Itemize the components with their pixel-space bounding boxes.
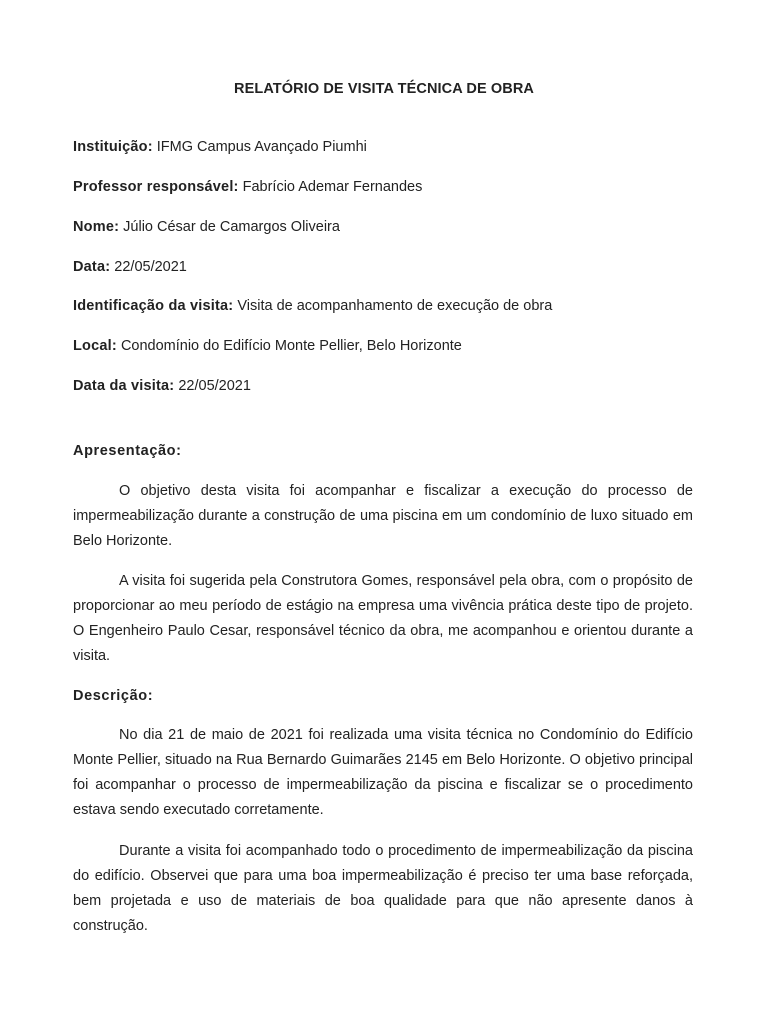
field-label: Data da visita:: [73, 378, 175, 394]
field-data: [73, 259, 187, 275]
field-nome: [73, 219, 340, 235]
section-heading-apresentacao: Apresentação:: [73, 443, 182, 459]
field-label: Local:: [73, 338, 117, 354]
field-data-visita: [73, 378, 251, 394]
field-label: Instituição:: [73, 139, 153, 155]
field-instituicao: [73, 139, 367, 155]
field-identificacao: [73, 298, 552, 314]
field-label: Identificação da visita:: [73, 298, 234, 314]
paragraph: A visita foi sugerida pela Construtora Gomes, responsável pela obra, com o propósito de proporcionar ao meu período de estágio na empresa uma vivência prática deste tipo de projeto. O Engenheiro Paulo Cesar, responsável técnico da obra, me acompanhou e orientou durante a visita.: [73, 573, 693, 664]
paragraph: O objetivo desta visita foi acompanhar e fiscalizar a execução do processo de impermeabilização durante a construção de uma piscina em um condomínio de luxo situado em Belo Horizonte.: [73, 483, 693, 549]
document-title: RELATÓRIO DE VISITA TÉCNICA DE OBRA: [234, 81, 534, 97]
field-value: Fabrício Ademar Fernandes: [242, 179, 423, 195]
field-label: Professor responsável:: [73, 179, 239, 195]
section-heading-descricao: Descrição:: [73, 688, 154, 704]
field-label: Nome:: [73, 219, 120, 235]
field-value: 22/05/2021: [178, 378, 251, 394]
field-local: [73, 338, 462, 354]
field-value: IFMG Campus Avançado Piumhi: [156, 139, 367, 155]
paragraph: No dia 21 de maio de 2021 foi realizada uma visita técnica no Condomínio do Edifício Monte Pellier, situado na Rua Bernardo Guimarães 2145 em Belo Horizonte. O objetivo principal foi acompanhar o processo de impermeabilização da piscina e fiscalizar se o procedimento estava sendo executado corretamente.: [73, 727, 693, 818]
field-value: Visita de acompanhamento de execução de obra: [237, 298, 553, 314]
field-value: Júlio César de Camargos Oliveira: [123, 219, 340, 235]
field-professor: [73, 179, 422, 195]
field-value: 22/05/2021: [114, 259, 187, 275]
field-value: Condomínio do Edifício Monte Pellier, Belo Horizonte: [120, 338, 462, 354]
field-label: Data:: [73, 259, 111, 275]
paragraph: Durante a visita foi acompanhado todo o procedimento de impermeabilização da piscina do edifício. Observei que para uma boa impermeabilização é preciso ter uma base reforçada, bem projetada e uso de materiais de boa qualidade para que não apresente danos à construção.: [73, 843, 693, 934]
